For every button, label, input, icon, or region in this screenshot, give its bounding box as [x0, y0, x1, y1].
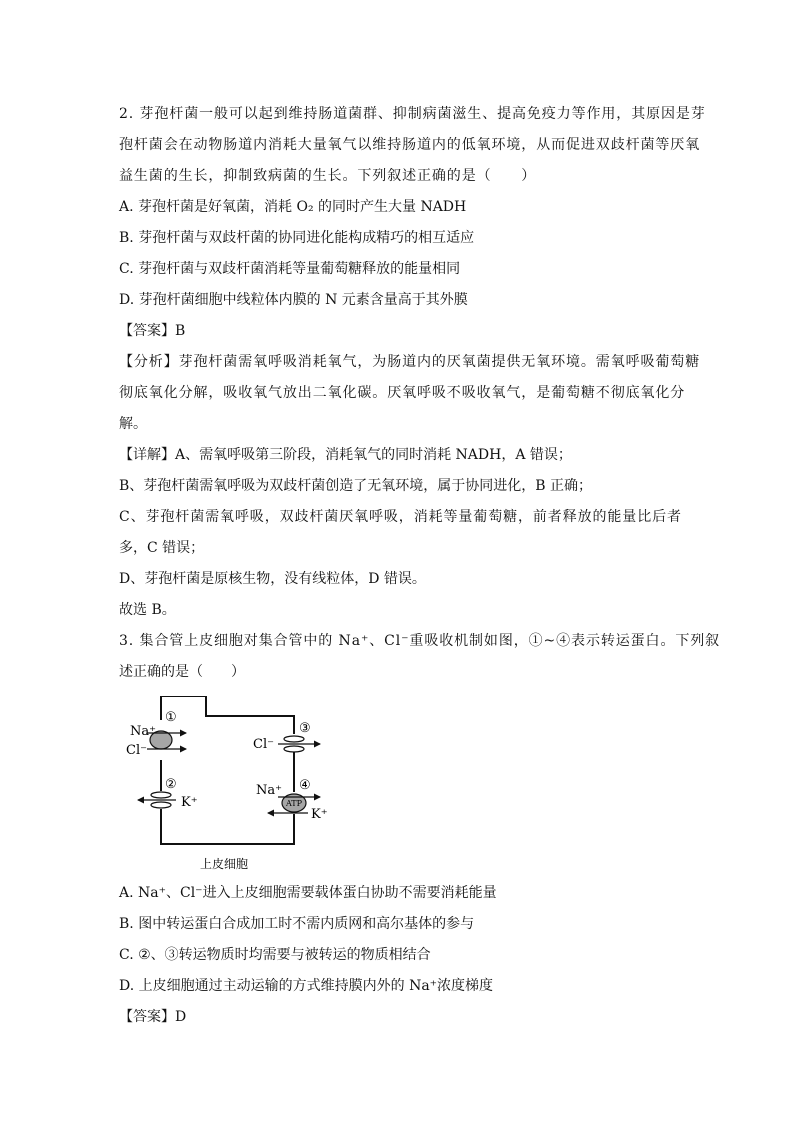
q2-stem-line-3: 益生菌的生长，抑制致病菌的生长。下列叙述正确的是（ ）: [119, 168, 537, 184]
q3-option-c: C. ②、③转运物质时均需要与被转运的物质相结合: [119, 947, 431, 963]
channel-2-bottom: [151, 802, 171, 808]
q3-option-b: B. 图中转运蛋白合成加工时不需内质网和高尔基体的参与: [119, 916, 475, 932]
q2-analysis-line-2: 彻底氧化分解，吸收氧气放出二氧化碳。厌氧呼吸不吸收氧气，是葡萄糖不彻底氧化分: [119, 385, 686, 401]
na-right-label: Na⁺: [256, 783, 282, 798]
label-3: ③: [299, 721, 311, 736]
cl-left-label: Cl⁻: [126, 743, 147, 758]
cell-membrane-outline: [161, 696, 294, 844]
q2-detail-line-3: C、芽孢杆菌需氧呼吸，双歧杆菌厌氧呼吸，消耗等量葡萄糖，前者释放的能量比后者: [119, 509, 682, 525]
k-left-label: K⁺: [181, 795, 198, 810]
channel-3-top: [284, 736, 304, 742]
q2-option-a: A. 芽孢杆菌是好氧菌，消耗 O₂ 的同时产生大量 NADH: [119, 199, 467, 215]
label-2: ②: [165, 777, 177, 792]
cl-right-label: Cl⁻: [253, 737, 274, 752]
q2-stem-line-1: 2. 芽孢杆菌一般可以起到维持肠道菌群、抑制病菌滋生、提高免疫力等作用，其原因是芽: [119, 106, 706, 122]
q2-analysis-line-1: 【分析】芽孢杆菌需氧呼吸消耗氧气，为肠道内的厌氧菌提供无氧环境。需氧呼吸葡萄糖: [119, 354, 701, 370]
label-4: ④: [299, 778, 311, 793]
q3-answer: 【答案】D: [119, 1009, 187, 1025]
q3-stem-line-2: 述正确的是（ ）: [119, 664, 245, 680]
q3-option-d: D. 上皮细胞通过主动运输的方式维持膜内外的 Na⁺浓度梯度: [119, 978, 494, 994]
q2-analysis-line-3: 解。: [119, 416, 147, 432]
channel-3-bottom: [284, 746, 304, 752]
channel-2-top: [151, 792, 171, 798]
k-right-label: K⁺: [311, 807, 328, 822]
q2-detail-line-6: 故选 B。: [119, 602, 176, 618]
q2-stem-line-2: 孢杆菌会在动物肠道内消耗大量氧气以维持肠道内的低氧环境，从而促进双歧杆菌等厌氧: [119, 137, 701, 153]
cell-caption: 上皮细胞: [200, 857, 249, 871]
q2-option-d: D. 芽孢杆菌细胞中线粒体内膜的 N 元素含量高于其外膜: [119, 292, 468, 308]
na-left-label: Na⁺: [130, 724, 156, 739]
q2-detail-line-1: 【详解】A、需氧呼吸第三阶段，消耗氧气的同时消耗 NADH，A 错误；: [119, 447, 572, 463]
q2-detail-line-5: D、芽孢杆菌是原核生物，没有线粒体，D 错误。: [119, 571, 426, 587]
q2-answer: 【答案】B: [119, 323, 186, 339]
q2-detail-line-4: 多，C 错误；: [119, 540, 205, 556]
q2-detail-line-2: B、芽孢杆菌需氧呼吸为双歧杆菌创造了无氧环境，属于协同进化，B 正确；: [119, 478, 593, 494]
q3-option-a: A. Na⁺、Cl⁻进入上皮细胞需要载体蛋白协助不需要消耗能量: [119, 885, 497, 901]
atp-label: ATP: [285, 799, 303, 808]
q2-option-c: C. 芽孢杆菌与双歧杆菌消耗等量葡萄糖释放的能量相同: [119, 261, 461, 277]
q2-option-b: B. 芽孢杆菌与双歧杆菌的协同进化能构成精巧的相互适应: [119, 230, 475, 246]
label-1: ①: [165, 710, 177, 725]
q3-stem-line-1: 3. 集合管上皮细胞对集合管中的 Na⁺、Cl⁻重吸收机制如图，①~④表示转运蛋白。下列叙: [119, 633, 721, 649]
epithelial-cell-diagram: [118, 696, 348, 874]
